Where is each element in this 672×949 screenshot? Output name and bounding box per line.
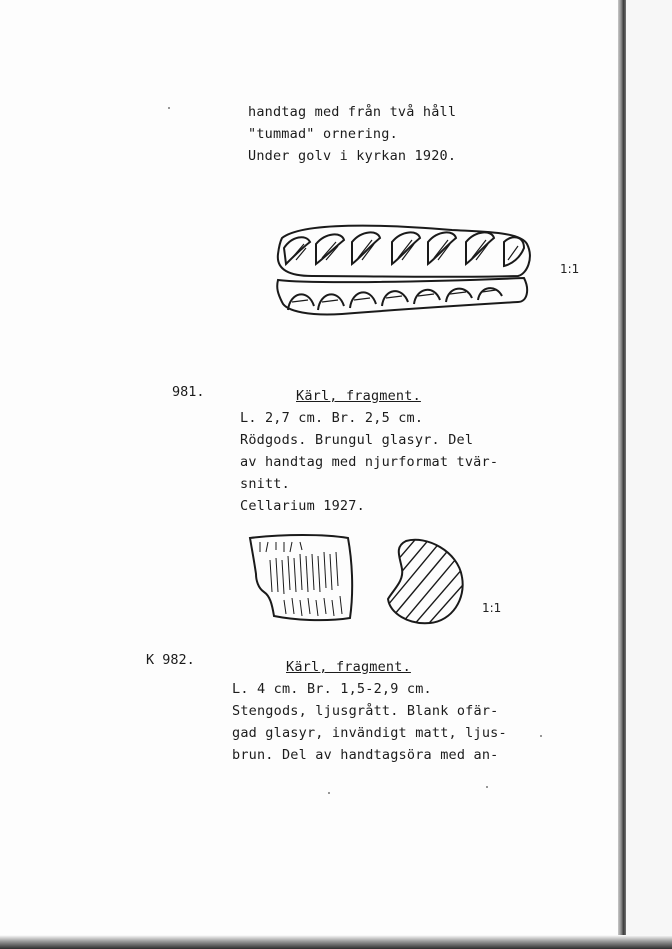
speck bbox=[540, 735, 542, 737]
page-bottom-edge bbox=[0, 935, 672, 949]
speck bbox=[328, 792, 330, 794]
intro-line-1: handtag med från två håll bbox=[248, 104, 457, 120]
handle-fragment-drawing bbox=[272, 218, 542, 328]
entry-981-line-3: av handtag med njurformat tvär- bbox=[240, 454, 499, 470]
entry-981-line-2: Rödgods. Brungul glasyr. Del bbox=[240, 432, 474, 448]
page-binding-edge bbox=[618, 0, 626, 949]
intro-line-3: Under golv i kyrkan 1920. bbox=[248, 148, 457, 164]
scale-label-2: 1:1 bbox=[482, 601, 502, 615]
entry-981-number: 981. bbox=[172, 384, 205, 400]
entry-982-line-1: L. 4 cm. Br. 1,5-2,9 cm. bbox=[232, 681, 432, 697]
entry-981-line-1: L. 2,7 cm. Br. 2,5 cm. bbox=[240, 410, 424, 426]
entry-982-heading: Kärl, fragment. bbox=[286, 659, 411, 675]
fragment-side-drawing bbox=[244, 530, 359, 625]
entry-982-line-3: gad glasyr, invändigt matt, ljus- bbox=[232, 725, 507, 741]
entry-981-line-5: Cellarium 1927. bbox=[240, 498, 365, 514]
page-right-margin bbox=[626, 0, 672, 949]
speck bbox=[486, 786, 488, 788]
speck bbox=[168, 107, 170, 109]
entry-981-line-4: snitt. bbox=[240, 476, 290, 492]
entry-982-line-2: Stengods, ljusgrått. Blank ofär- bbox=[232, 703, 499, 719]
entry-982-number: K 982. bbox=[146, 652, 195, 668]
entry-981-heading: Kärl, fragment. bbox=[296, 388, 421, 404]
cross-section-drawing bbox=[386, 537, 466, 627]
intro-line-2: "tummad" ornering. bbox=[248, 126, 398, 142]
entry-982-line-4: brun. Del av handtagsöra med an- bbox=[232, 747, 499, 763]
scale-label-1: 1:1 bbox=[560, 262, 580, 276]
